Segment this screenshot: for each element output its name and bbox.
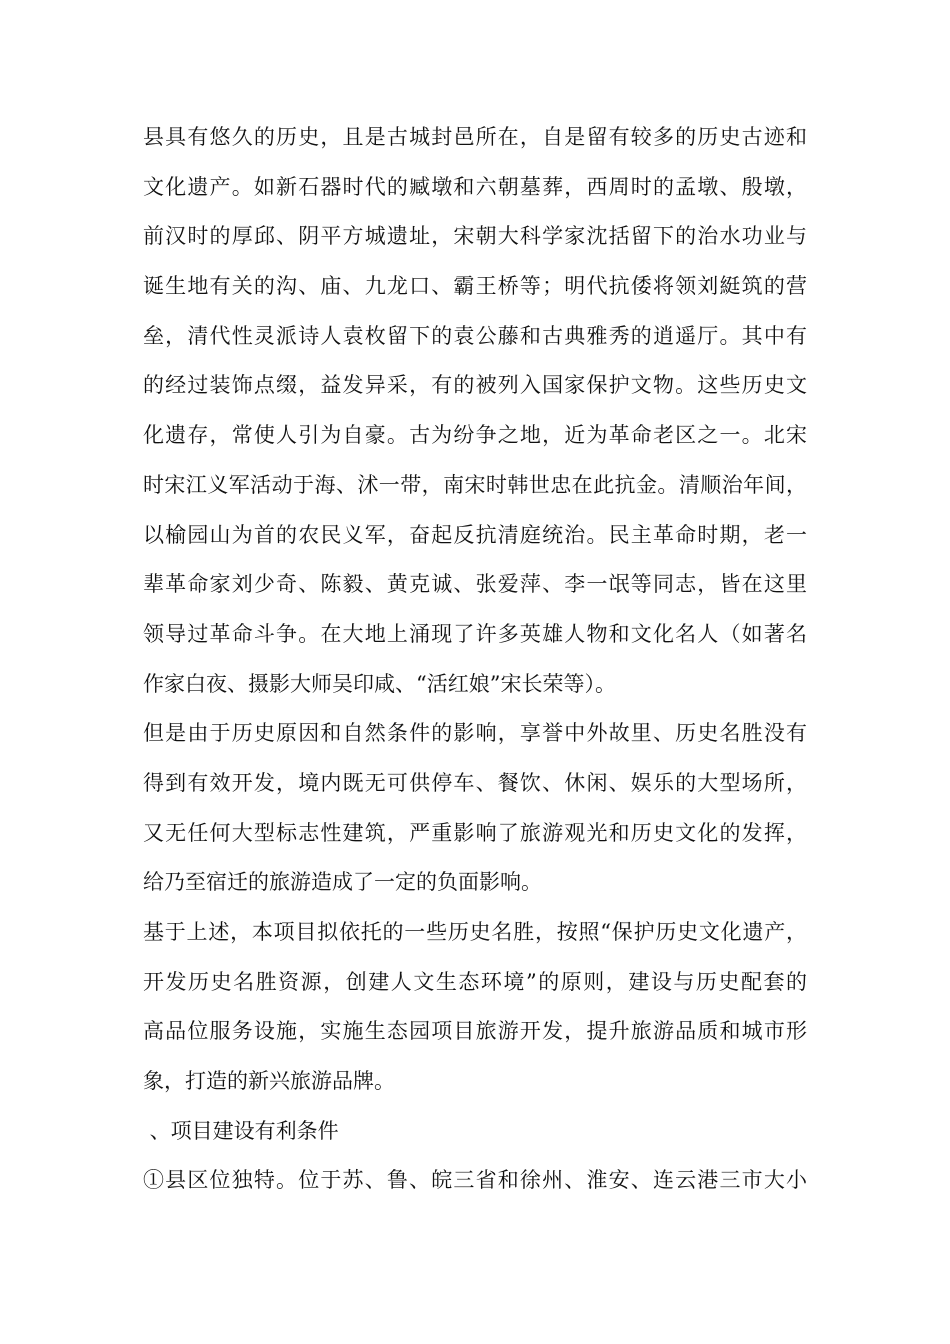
text-line: 县具有悠久的历史，且是古城封邑所在，自是留有较多的历史古迹和 (143, 125, 807, 149)
text-line: 化遗存，常使人引为自豪。古为纷争之地，近为革命老区之一。北宋 (143, 423, 807, 448)
text-line: 基于上述，本项目拟依托的一些历史名胜，按照“保护历史文化遗产， (143, 920, 807, 944)
text-line: 但是由于历史原因和自然条件的影响，享誉中外故里、历史名胜没有 (143, 721, 807, 746)
text-line: 作家白夜、摄影大师吴印咸、“活红娘”宋长荣等）。 (143, 671, 616, 696)
text-line: 开发历史名胜资源，创建人文生态环境”的原则，建设与历史配套的 (143, 969, 807, 994)
text-line: 象，打造的新兴旅游品牌。 (143, 1069, 395, 1094)
text-line: 诞生地有关的沟、庙、九龙口、霸王桥等；明代抗倭将领刘綎筑的营 (143, 274, 807, 299)
text-line: 得到有效开发，境内既无可供停车、餐饮、休闲、娱乐的大型场所， (143, 770, 807, 795)
list-item: ①县区位独特。位于苏、鲁、皖三省和徐州、淮安、连云港三市大小 (143, 1168, 807, 1193)
paragraph-proposal (143, 908, 807, 1107)
text-line: 给乃至宿迁的旅游造成了一定的负面影响。 (143, 870, 542, 895)
text-line: 以榆园山为首的农民义军，奋起反抗清庭统治。民主革命时期，老一 (143, 522, 807, 547)
text-line: 高品位服务设施，实施生态园项目旅游开发，提升旅游品质和城市形 (143, 1019, 807, 1044)
section-heading: 、项目建设有利条件 (143, 1118, 339, 1143)
text-line: 的经过装饰点缀，益发异采，有的被列入国家保护文物。这些历史文 (143, 373, 807, 398)
text-line: 领导过革命斗争。在大地上涌现了许多英雄人物和文化名人（如著名 (143, 621, 807, 646)
document-body (143, 113, 807, 1206)
paragraph-history (143, 113, 807, 709)
text-line: 文化遗产。如新石器时代的臧墩和六朝墓葬，西周时的孟墩、殷墩， (143, 174, 807, 199)
text-line: 时宋江义军活动于海、沭一带，南宋时韩世忠在此抗金。清顺治年间， (143, 472, 807, 497)
text-line: 又无任何大型标志性建筑，严重影响了旅游观光和历史文化的发挥， (143, 820, 807, 845)
text-line: 辈革命家刘少奇、陈毅、黄克诚、张爱萍、李一氓等同志，皆在这里 (143, 572, 807, 597)
text-line: 前汉时的厚邱、阴平方城遗址，宋朝大科学家沈括留下的治水功业与 (143, 224, 807, 249)
text-line: 垒，清代性灵派诗人袁枚留下的袁公藤和古典雅秀的逍遥厅。其中有 (143, 323, 807, 348)
paragraph-problems (143, 709, 807, 908)
